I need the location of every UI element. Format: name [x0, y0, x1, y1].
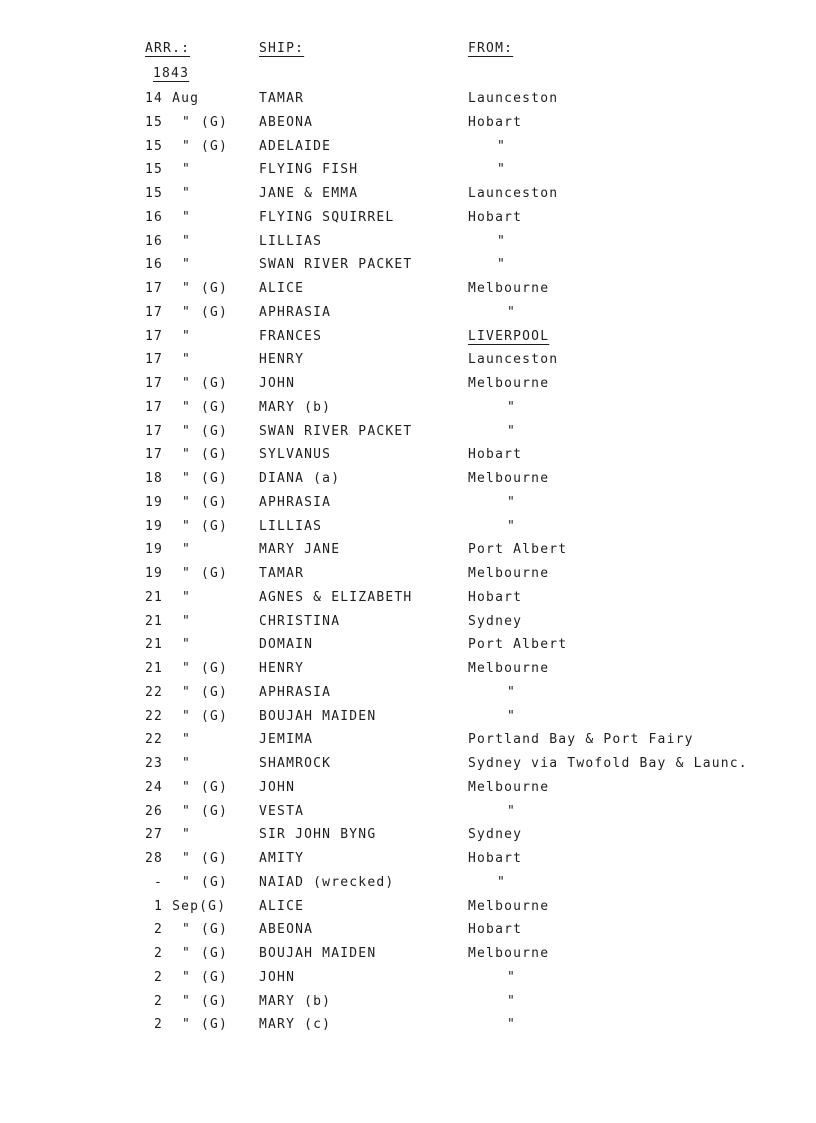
g-marker: (G) [201, 1017, 229, 1033]
origin-port: " [507, 399, 517, 415]
origin-port: Sydney via Twofold Bay & Launc. [468, 756, 748, 771]
g-marker: (G) [201, 423, 229, 439]
g-marker: (G) [201, 494, 229, 510]
month-ditto-mark: " [182, 993, 192, 1009]
origin-port: Port Albert [468, 542, 568, 558]
arrival-row [0, 944, 816, 968]
arrival-date: 17 [145, 423, 164, 439]
ship-name: MARY (b) [259, 993, 332, 1009]
origin-port: Hobart [468, 209, 523, 225]
ship-name: APHRASIA [259, 304, 332, 320]
arrival-date: 19 [145, 494, 164, 510]
month-ditto-mark: " [182, 114, 192, 130]
arrival-date: 21 [145, 613, 164, 629]
g-marker: (G) [201, 281, 229, 296]
origin-port: Sydney [468, 613, 523, 629]
ship-name: APHRASIA [259, 684, 332, 700]
month-ditto-mark: " [182, 542, 192, 558]
month-ditto-mark: " [182, 328, 192, 344]
ship-name: FLYING SQUIRREL [259, 209, 395, 225]
ship-name: JOHN [259, 969, 296, 985]
origin-port: Hobart [468, 447, 523, 463]
g-marker: (G) [201, 114, 229, 130]
arrival-row [0, 659, 816, 683]
month-ditto-mark: " [182, 803, 192, 819]
ship-name: ADELAIDE [259, 138, 332, 154]
month-ditto-mark: " [182, 1017, 192, 1033]
arrival-row [0, 730, 816, 754]
arrival-row [0, 374, 816, 398]
arrival-date: 16 [145, 209, 164, 225]
arrival-date: 2 [145, 922, 164, 938]
origin-port: " [497, 874, 507, 890]
arrival-row [0, 208, 816, 232]
g-marker: (G) [201, 946, 229, 961]
origin-port: Melbourne [468, 898, 550, 914]
arrival-row [0, 802, 816, 826]
ship-name: AMITY [259, 851, 305, 866]
origin-port: " [507, 1017, 517, 1033]
arrival-row [0, 422, 816, 446]
g-marker: (G) [201, 566, 229, 581]
ship-name: HENRY [259, 661, 305, 676]
origin-port: " [507, 494, 517, 510]
arrival-date: 28 [145, 851, 164, 866]
arrival-row [0, 398, 816, 422]
arrival-date: 24 [145, 779, 164, 795]
g-marker: (G) [201, 708, 229, 724]
month-ditto-mark: " [182, 566, 192, 581]
ship-name: SWAN RIVER PACKET [259, 257, 413, 273]
arrival-date: 26 [145, 803, 164, 819]
origin-port: " [507, 969, 517, 985]
ship-name: NAIAD (wrecked) [259, 874, 395, 890]
arrival-row [0, 825, 816, 849]
year-heading: 1843 [153, 66, 190, 81]
month-ditto-mark: " [182, 708, 192, 724]
column-header-row [0, 41, 816, 63]
ship-name: JEMIMA [259, 732, 314, 748]
arrival-date: 19 [145, 518, 164, 534]
g-marker: (G) [201, 518, 229, 534]
origin-port: " [507, 803, 517, 819]
ship-name: TAMAR [259, 91, 305, 106]
arrival-date: 18 [145, 471, 164, 486]
arrival-row [0, 588, 816, 612]
ship-name: ALICE [259, 898, 305, 914]
arrival-date: 15 [145, 114, 164, 130]
origin-port: Melbourne [468, 566, 550, 581]
month-ditto-mark: " [182, 304, 192, 320]
month-ditto-mark: " [182, 756, 192, 771]
month-ditto-mark: " [182, 162, 192, 178]
ship-name: MARY (c) [259, 1017, 332, 1033]
arrival-row [0, 635, 816, 659]
arrival-date: 2 [145, 969, 164, 985]
month-ditto-mark: " [182, 589, 192, 605]
arrival-row [0, 849, 816, 873]
month-ditto-mark: " [182, 518, 192, 534]
month-ditto-mark: " [182, 352, 192, 368]
arrival-date: 17 [145, 447, 164, 463]
origin-port: Launceston [468, 186, 559, 201]
month-ditto-mark: " [182, 827, 192, 843]
arrival-date: 1 Sep(G) [145, 898, 227, 914]
origin-port: Melbourne [468, 376, 550, 391]
ship-name: DOMAIN [259, 637, 314, 653]
month-ditto-mark: " [182, 732, 192, 748]
arrival-date: 19 [145, 542, 164, 558]
arrival-row [0, 160, 816, 184]
g-marker: (G) [201, 138, 229, 154]
arrival-row [0, 992, 816, 1016]
arrival-date: 14 Aug [145, 91, 200, 106]
ship-name: BOUJAH MAIDEN [259, 946, 377, 961]
arrival-date: 17 [145, 399, 164, 415]
month-ditto-mark: " [182, 637, 192, 653]
arrival-date: 16 [145, 233, 164, 249]
g-marker: (G) [201, 399, 229, 415]
month-ditto-mark: " [182, 233, 192, 249]
arrival-row [0, 113, 816, 137]
arrival-date: 17 [145, 352, 164, 368]
g-marker: (G) [201, 803, 229, 819]
origin-port: Hobart [468, 589, 523, 605]
arrival-row [0, 920, 816, 944]
origin-port: " [507, 423, 517, 439]
origin-port: Launceston [468, 91, 559, 106]
month-ditto-mark: " [182, 946, 192, 961]
ship-name: SHAMROCK [259, 756, 332, 771]
arrival-date: 15 [145, 138, 164, 154]
month-ditto-mark: " [182, 494, 192, 510]
arrival-row [0, 683, 816, 707]
arrival-row [0, 968, 816, 992]
origin-port: Hobart [468, 851, 523, 866]
month-ditto-mark: " [182, 684, 192, 700]
month-ditto-mark: " [182, 874, 192, 890]
g-marker: (G) [201, 471, 229, 486]
g-marker: (G) [201, 922, 229, 938]
arrival-date: 19 [145, 566, 164, 581]
from-column-header: FROM: [468, 41, 514, 56]
ship-name: SYLVANUS [259, 447, 332, 463]
arrival-row [0, 327, 816, 351]
arrival-row [0, 873, 816, 897]
arrival-row [0, 232, 816, 256]
origin-port: Melbourne [468, 281, 550, 296]
g-marker: (G) [201, 661, 229, 676]
arrival-row [0, 303, 816, 327]
origin-port: " [497, 233, 507, 249]
ship-name: FLYING FISH [259, 162, 359, 178]
ship-name: AGNES & ELIZABETH [259, 589, 413, 605]
origin-port: " [507, 708, 517, 724]
ship-name: VESTA [259, 803, 305, 819]
origin-port: Sydney [468, 827, 523, 843]
g-marker: (G) [201, 779, 229, 795]
origin-port: " [497, 162, 507, 178]
ship-name: MARY JANE [259, 542, 341, 558]
ship-name: FRANCES [259, 328, 323, 344]
ship-name: APHRASIA [259, 494, 332, 510]
arrival-date: 17 [145, 281, 164, 296]
arrival-row [0, 1015, 816, 1039]
arrival-date: 21 [145, 661, 164, 676]
ship-name: ABEONA [259, 922, 314, 938]
origin-port: Melbourne [468, 779, 550, 795]
month-ditto-mark: " [182, 186, 192, 201]
origin-port: " [497, 138, 507, 154]
ship-name: JANE & EMMA [259, 186, 359, 201]
month-ditto-mark: " [182, 779, 192, 795]
arrival-date: 17 [145, 304, 164, 320]
ship-name: LILLIAS [259, 518, 323, 534]
origin-port: " [507, 518, 517, 534]
g-marker: (G) [201, 447, 229, 463]
arrival-date: 17 [145, 328, 164, 344]
ship-name: JOHN [259, 779, 296, 795]
origin-port: Hobart [468, 114, 523, 130]
origin-port: Melbourne [468, 661, 550, 676]
arrival-column-header: ARR.: [145, 41, 191, 56]
arrival-date: 17 [145, 376, 164, 391]
ship-name: JOHN [259, 376, 296, 391]
ship-name: LILLIAS [259, 233, 323, 249]
arrival-row [0, 612, 816, 636]
ship-name: CHRISTINA [259, 613, 341, 629]
ship-name: ALICE [259, 281, 305, 296]
ship-column-header: SHIP: [259, 41, 305, 56]
g-marker: (G) [201, 851, 229, 866]
arrival-row [0, 778, 816, 802]
arrival-date: 22 [145, 684, 164, 700]
month-ditto-mark: " [182, 447, 192, 463]
ship-name: TAMAR [259, 566, 305, 581]
month-ditto-mark: " [182, 922, 192, 938]
ship-name: ABEONA [259, 114, 314, 130]
arrival-row [0, 754, 816, 778]
arrival-date: 2 [145, 946, 164, 961]
month-ditto-mark: " [182, 209, 192, 225]
g-marker: (G) [201, 874, 229, 890]
origin-port: " [507, 304, 517, 320]
g-marker: (G) [201, 993, 229, 1009]
arrival-row [0, 517, 816, 541]
arrivals-list [0, 89, 816, 1039]
arrival-date: 27 [145, 827, 164, 843]
origin-port: " [507, 993, 517, 1009]
ship-name: MARY (b) [259, 399, 332, 415]
arrival-row [0, 707, 816, 731]
arrival-row [0, 493, 816, 517]
month-ditto-mark: " [182, 281, 192, 296]
ship-name: BOUJAH MAIDEN [259, 708, 377, 724]
month-ditto-mark: " [182, 138, 192, 154]
origin-port: " [507, 684, 517, 700]
g-marker: (G) [201, 376, 229, 391]
ship-name: SWAN RIVER PACKET [259, 423, 413, 439]
arrival-row [0, 255, 816, 279]
arrival-date: 21 [145, 589, 164, 605]
origin-port: " [497, 257, 507, 273]
origin-port: Hobart [468, 922, 523, 938]
month-ditto-mark: " [182, 257, 192, 273]
origin-port: Melbourne [468, 471, 550, 486]
arrival-date: 2 [145, 993, 164, 1009]
arrival-row [0, 137, 816, 161]
month-ditto-mark: " [182, 399, 192, 415]
month-ditto-mark: " [182, 613, 192, 629]
arrival-row [0, 279, 816, 303]
g-marker: (G) [201, 969, 229, 985]
arrival-date: 15 [145, 162, 164, 178]
origin-port: Port Albert [468, 637, 568, 653]
month-ditto-mark: " [182, 471, 192, 486]
origin-port: Launceston [468, 352, 559, 368]
arrival-date: 2 [145, 1017, 164, 1033]
g-marker: (G) [201, 684, 229, 700]
arrival-row [0, 897, 816, 921]
arrival-row [0, 540, 816, 564]
arrival-row [0, 469, 816, 493]
origin-port: Melbourne [468, 946, 550, 961]
month-ditto-mark: " [182, 851, 192, 866]
month-ditto-mark: " [182, 661, 192, 676]
arrival-date: - [145, 874, 164, 890]
arrival-row [0, 564, 816, 588]
arrival-row [0, 184, 816, 208]
arrival-date: 21 [145, 637, 164, 653]
ship-name: SIR JOHN BYNG [259, 827, 377, 843]
arrival-row [0, 445, 816, 469]
arrival-date: 16 [145, 257, 164, 273]
origin-port: Portland Bay & Port Fairy [468, 732, 694, 748]
ship-name: DIANA (a) [259, 471, 341, 486]
month-ditto-mark: " [182, 376, 192, 391]
arrival-date: 23 [145, 756, 164, 771]
arrival-row [0, 350, 816, 374]
month-ditto-mark: " [182, 423, 192, 439]
ship-name: HENRY [259, 352, 305, 368]
origin-port: LIVERPOOL [468, 328, 550, 344]
arrival-row [0, 89, 816, 113]
month-ditto-mark: " [182, 969, 192, 985]
g-marker: (G) [201, 304, 229, 320]
arrival-date: 15 [145, 186, 164, 201]
arrival-date: 22 [145, 708, 164, 724]
arrival-date: 22 [145, 732, 164, 748]
